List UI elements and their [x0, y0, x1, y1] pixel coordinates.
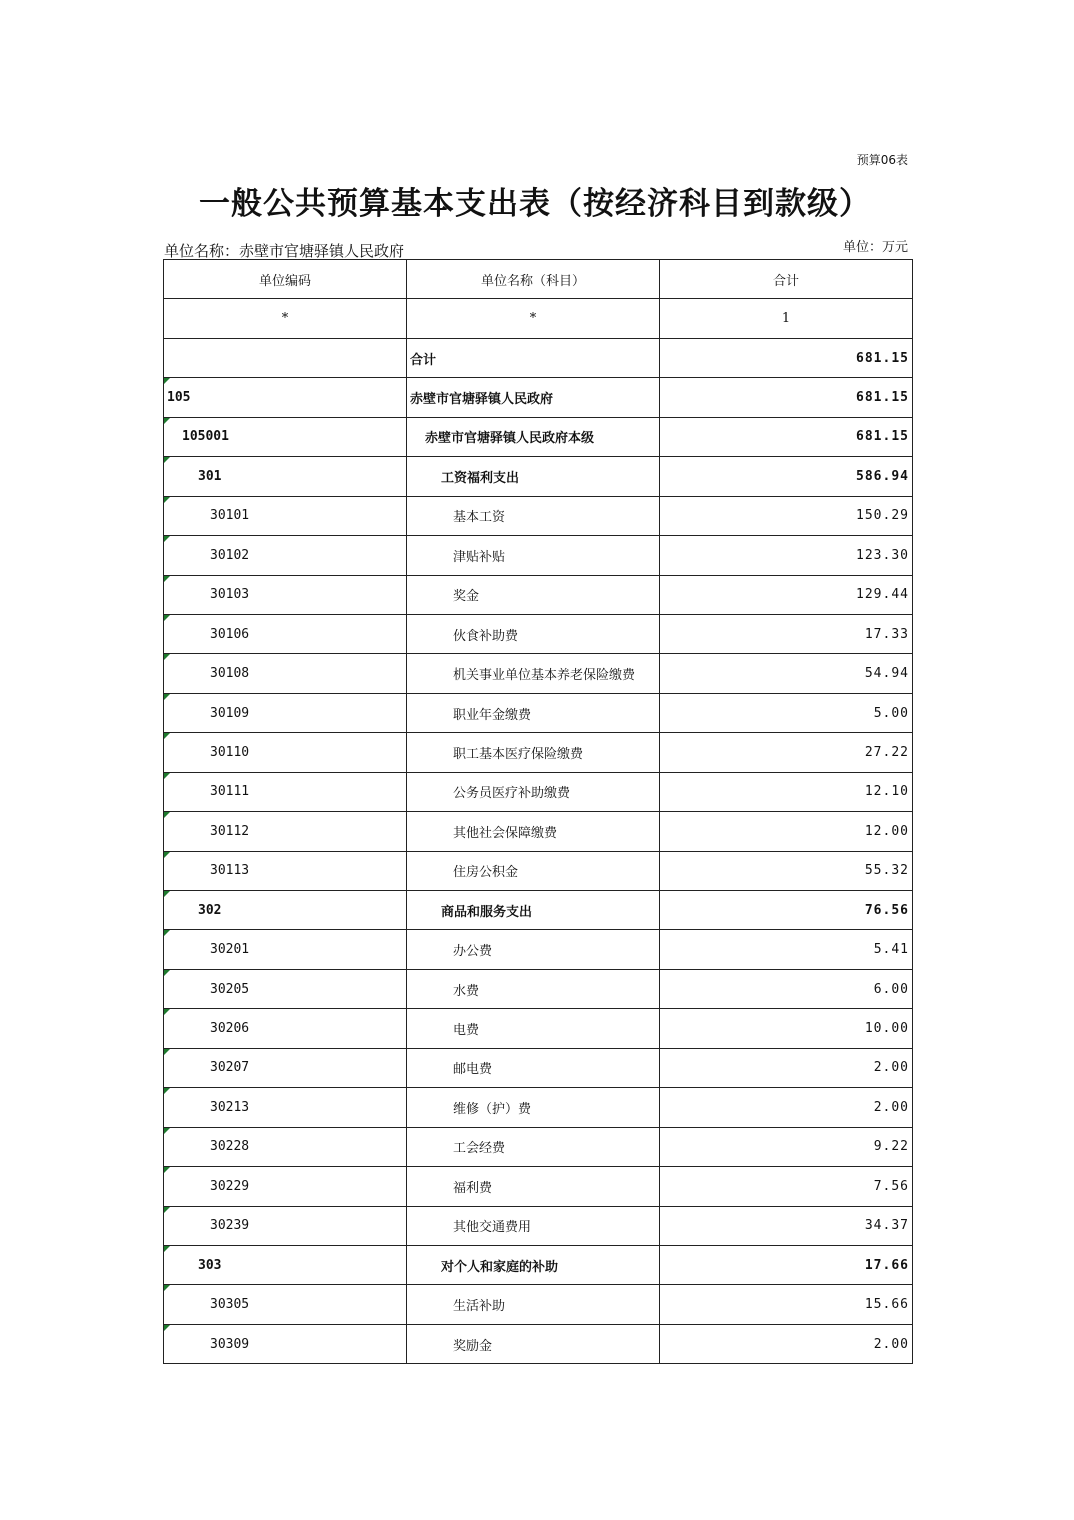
- row-amount: 55.32: [660, 851, 913, 890]
- table-header-row: [164, 260, 913, 299]
- row-code: 30201: [164, 930, 407, 969]
- row-amount: 129.44: [660, 575, 913, 614]
- row-code: 30106: [164, 614, 407, 653]
- row-amount: 17.66: [660, 1245, 913, 1284]
- row-code: 30213: [164, 1088, 407, 1127]
- table-row: [164, 1245, 913, 1284]
- table-row: [164, 733, 913, 772]
- row-code: 30207: [164, 1048, 407, 1087]
- row-name: 伙食补助费: [407, 614, 660, 653]
- row-name: 职业年金缴费: [407, 693, 660, 732]
- row-amount: 2.00: [660, 1048, 913, 1087]
- row-amount: 5.41: [660, 930, 913, 969]
- row-amount: 15.66: [660, 1285, 913, 1324]
- row-amount: 76.56: [660, 891, 913, 930]
- row-code: 30229: [164, 1167, 407, 1206]
- row-name: 商品和服务支出: [407, 891, 660, 930]
- row-name: 奖励金: [407, 1324, 660, 1363]
- table-row: [164, 1206, 913, 1245]
- row-name: 基本工资: [407, 496, 660, 535]
- row-name: 赤壁市官塘驿镇人民政府: [407, 378, 660, 417]
- row-code: 30110: [164, 733, 407, 772]
- row-code: 30228: [164, 1127, 407, 1166]
- row-name: 维修（护）费: [407, 1088, 660, 1127]
- row-amount: 681.15: [660, 417, 913, 456]
- row-code: 301: [164, 457, 407, 496]
- table-row: [164, 1009, 913, 1048]
- row-code: 30239: [164, 1206, 407, 1245]
- table-row: [164, 1088, 913, 1127]
- row-name: 工会经费: [407, 1127, 660, 1166]
- row-amount: 586.94: [660, 457, 913, 496]
- row-code: 105001: [164, 417, 407, 456]
- budget-table: [163, 259, 913, 1364]
- row-name: 赤壁市官塘驿镇人民政府本级: [407, 417, 660, 456]
- row-code: 30113: [164, 851, 407, 890]
- table-row: [164, 1048, 913, 1087]
- row-amount: 123.30: [660, 536, 913, 575]
- header-unit-code: 单位编码: [164, 260, 407, 299]
- row-code: 30112: [164, 812, 407, 851]
- table-row: [164, 930, 913, 969]
- row-amount: 12.00: [660, 812, 913, 851]
- row-name: 水费: [407, 969, 660, 1008]
- row-amount: 7.56: [660, 1167, 913, 1206]
- table-row: [164, 378, 913, 417]
- table-row: [164, 772, 913, 811]
- row-code: 30205: [164, 969, 407, 1008]
- marker-name: *: [407, 299, 660, 338]
- row-amount: 27.22: [660, 733, 913, 772]
- table-row: [164, 496, 913, 535]
- row-amount: 681.15: [660, 378, 913, 417]
- row-amount: 34.37: [660, 1206, 913, 1245]
- row-name: 其他交通费用: [407, 1206, 660, 1245]
- row-name: 公务员医疗补助缴费: [407, 772, 660, 811]
- table-row: [164, 654, 913, 693]
- row-amount: 12.10: [660, 772, 913, 811]
- row-name: 职工基本医疗保险缴费: [407, 733, 660, 772]
- marker-amount: 1: [660, 299, 913, 338]
- currency-unit: 单位：万元: [842, 240, 908, 255]
- row-amount: 2.00: [660, 1088, 913, 1127]
- table-row: [164, 1324, 913, 1363]
- marker-code: *: [164, 299, 407, 338]
- row-code: 105: [164, 378, 407, 417]
- header-total: 合计: [660, 260, 913, 299]
- row-name: 福利费: [407, 1167, 660, 1206]
- row-amount: 150.29: [660, 496, 913, 535]
- row-code: 30108: [164, 654, 407, 693]
- row-name: 住房公积金: [407, 851, 660, 890]
- header-unit-name: 单位名称（科目）: [407, 260, 660, 299]
- row-amount: 5.00: [660, 693, 913, 732]
- row-amount: 9.22: [660, 1127, 913, 1166]
- table-row: [164, 1127, 913, 1166]
- unit-name: 单位名称：赤壁市官塘驿镇人民政府: [164, 242, 405, 260]
- row-code: 302: [164, 891, 407, 930]
- row-amount: 10.00: [660, 1009, 913, 1048]
- row-code: 30309: [164, 1324, 407, 1363]
- row-code: 303: [164, 1245, 407, 1284]
- row-code: 30111: [164, 772, 407, 811]
- row-name: 对个人和家庭的补助: [407, 1245, 660, 1284]
- table-row: [164, 575, 913, 614]
- row-code: 30206: [164, 1009, 407, 1048]
- row-name: 奖金: [407, 575, 660, 614]
- row-amount: 6.00: [660, 969, 913, 1008]
- row-amount: 2.00: [660, 1324, 913, 1363]
- table-row: [164, 614, 913, 653]
- row-name: 办公费: [407, 930, 660, 969]
- table-row: [164, 891, 913, 930]
- row-name: 电费: [407, 1009, 660, 1048]
- table-row: [164, 1285, 913, 1324]
- table-row: [164, 417, 913, 456]
- row-name: 合计: [407, 338, 660, 377]
- column-marker-row: [164, 299, 913, 338]
- row-code: 30101: [164, 496, 407, 535]
- table-row: [164, 851, 913, 890]
- form-number: 预算06表: [856, 153, 908, 167]
- row-code: 30103: [164, 575, 407, 614]
- row-name: 生活补助: [407, 1285, 660, 1324]
- row-code: 30102: [164, 536, 407, 575]
- row-name: 邮电费: [407, 1048, 660, 1087]
- table-row: [164, 969, 913, 1008]
- table-row: [164, 812, 913, 851]
- row-amount: 681.15: [660, 338, 913, 377]
- table-row: [164, 457, 913, 496]
- row-name: 其他社会保障缴费: [407, 812, 660, 851]
- row-code: 30305: [164, 1285, 407, 1324]
- row-name: 机关事业单位基本养老保险缴费: [407, 654, 660, 693]
- row-amount: 54.94: [660, 654, 913, 693]
- row-code: [164, 338, 407, 377]
- row-name: 工资福利支出: [407, 457, 660, 496]
- row-code: 30109: [164, 693, 407, 732]
- row-amount: 17.33: [660, 614, 913, 653]
- table-row: [164, 1167, 913, 1206]
- row-name: 津贴补贴: [407, 536, 660, 575]
- page-title: 一般公共预算基本支出表（按经济科目到款级）: [199, 186, 871, 222]
- table-row: [164, 536, 913, 575]
- table-row: [164, 338, 913, 377]
- table-row: [164, 693, 913, 732]
